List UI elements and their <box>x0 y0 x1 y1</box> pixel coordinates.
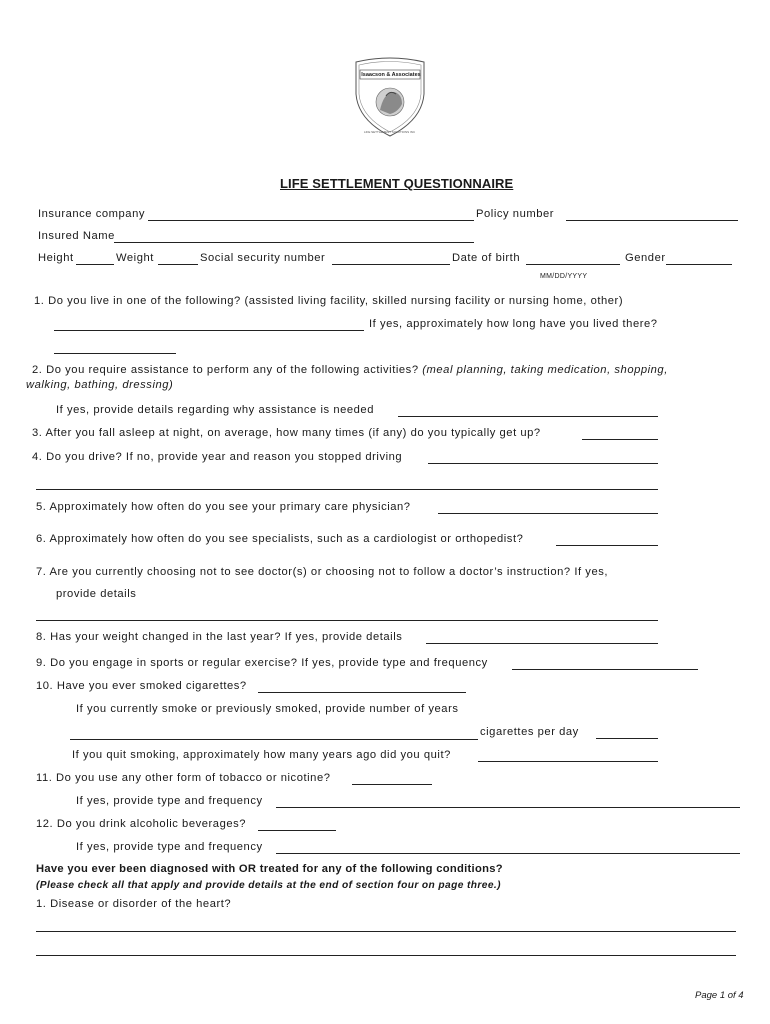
question-12: 12. Do you drink alcoholic beverages? <box>36 818 247 830</box>
q7-answer-field[interactable] <box>36 620 658 621</box>
q5-answer-field[interactable] <box>438 513 658 514</box>
question-8: 8. Has your weight changed in the last year? If yes, provide details <box>36 631 403 643</box>
question-10a: If you currently smoke or previously smoked, provide number of years <box>76 703 459 715</box>
q10b-answer-field[interactable] <box>596 738 658 739</box>
dob-label: Date of birth <box>452 252 521 264</box>
question-7: 7. Are you currently choosing not to see doctor(s) or choosing not to follow a doctor’s instruction? If yes, <box>36 566 609 578</box>
height-label: Height <box>38 252 74 264</box>
question-1: 1. Do you live in one of the following? (assisted living facility, skilled nursing facility or nursing home, other) <box>34 295 624 307</box>
insurance-company-label: Insurance company <box>38 208 145 220</box>
question-11: 11. Do you use any other form of tobacco or nicotine? <box>36 772 331 784</box>
q9-answer-field[interactable] <box>512 669 698 670</box>
heart-details-field-2[interactable] <box>36 955 736 956</box>
q11-answer-field[interactable] <box>352 784 432 785</box>
logo-tagline: LIFE SETTLEMENT SOLUTIONS INC <box>364 130 416 134</box>
question-10: 10. Have you ever smoked cigarettes? <box>36 680 247 692</box>
question-6: 6. Approximately how often do you see specialists, such as a cardiologist or orthopedist? <box>36 533 524 545</box>
question-7-cont: provide details <box>56 588 137 600</box>
q10c-answer-field[interactable] <box>478 761 658 762</box>
q2-answer-field[interactable] <box>398 416 658 417</box>
date-format-hint: MM/DD/YYYY <box>540 273 588 280</box>
ssn-field[interactable] <box>332 264 450 265</box>
question-10c: If you quit smoking, approximately how many years ago did you quit? <box>72 749 451 761</box>
policy-number-label: Policy number <box>476 208 555 220</box>
ssn-label: Social security number <box>200 252 326 264</box>
company-logo <box>350 52 430 138</box>
insured-name-label: Insured Name <box>38 230 115 242</box>
page-number: Page 1 of 4 <box>695 990 744 1001</box>
q10a-answer-field[interactable] <box>70 739 478 740</box>
q11-followup-field[interactable] <box>276 807 740 808</box>
condition-heart: 1. Disease or disorder of the heart? <box>36 898 232 910</box>
question-2-activities: (meal planning, taking medication, shopping, <box>422 364 668 376</box>
question-3: 3. After you fall asleep at night, on average, how many times (if any) do you typically get up? <box>32 427 541 439</box>
conditions-instruction: (Please check all that apply and provide details at the end of section four on page three.) <box>36 880 501 891</box>
insurance-company-field[interactable] <box>148 220 474 221</box>
dob-field[interactable] <box>526 264 620 265</box>
q1-followup-field[interactable] <box>54 353 176 354</box>
logo-banner-text: Isaacson & Associates <box>361 72 421 78</box>
question-2-text: 2. Do you require assistance to perform any of the following activities? <box>32 364 419 376</box>
q10-answer-field[interactable] <box>258 692 466 693</box>
question-11-followup: If yes, provide type and frequency <box>76 795 263 807</box>
question-9: 9. Do you engage in sports or regular exercise? If yes, provide type and frequency <box>36 657 488 669</box>
q4-answer-field[interactable] <box>428 463 658 464</box>
question-10b: cigarettes per day <box>480 726 579 738</box>
gender-field[interactable] <box>666 264 732 265</box>
policy-number-field[interactable] <box>566 220 738 221</box>
q12-followup-field[interactable] <box>276 853 740 854</box>
page-title: LIFE SETTLEMENT QUESTIONNAIRE <box>280 176 514 191</box>
weight-label: Weight <box>116 252 154 264</box>
question-2-activities-cont: walking, bathing, dressing) <box>26 379 174 391</box>
question-4: 4. Do you drive? If no, provide year and reason you stopped driving <box>32 451 403 463</box>
question-12-followup: If yes, provide type and frequency <box>76 841 263 853</box>
question-1-followup: If yes, approximately how long have you lived there? <box>369 318 658 330</box>
conditions-heading: Have you ever been diagnosed with OR treated for any of the following conditions? <box>36 863 503 875</box>
q3-answer-field[interactable] <box>582 439 658 440</box>
q4-answer-field-2[interactable] <box>36 489 658 490</box>
q6-answer-field[interactable] <box>556 545 658 546</box>
height-field[interactable] <box>76 264 114 265</box>
q8-answer-field[interactable] <box>426 643 658 644</box>
heart-details-field-1[interactable] <box>36 931 736 932</box>
question-2-followup: If yes, provide details regarding why assistance is needed <box>56 404 374 416</box>
weight-field[interactable] <box>158 264 198 265</box>
gender-label: Gender <box>625 252 666 264</box>
question-2 <box>32 364 668 376</box>
insured-name-field[interactable] <box>114 242 474 243</box>
question-5: 5. Approximately how often do you see your primary care physician? <box>36 501 411 513</box>
q12-answer-field[interactable] <box>258 830 336 831</box>
q1-answer-field[interactable] <box>54 330 364 331</box>
